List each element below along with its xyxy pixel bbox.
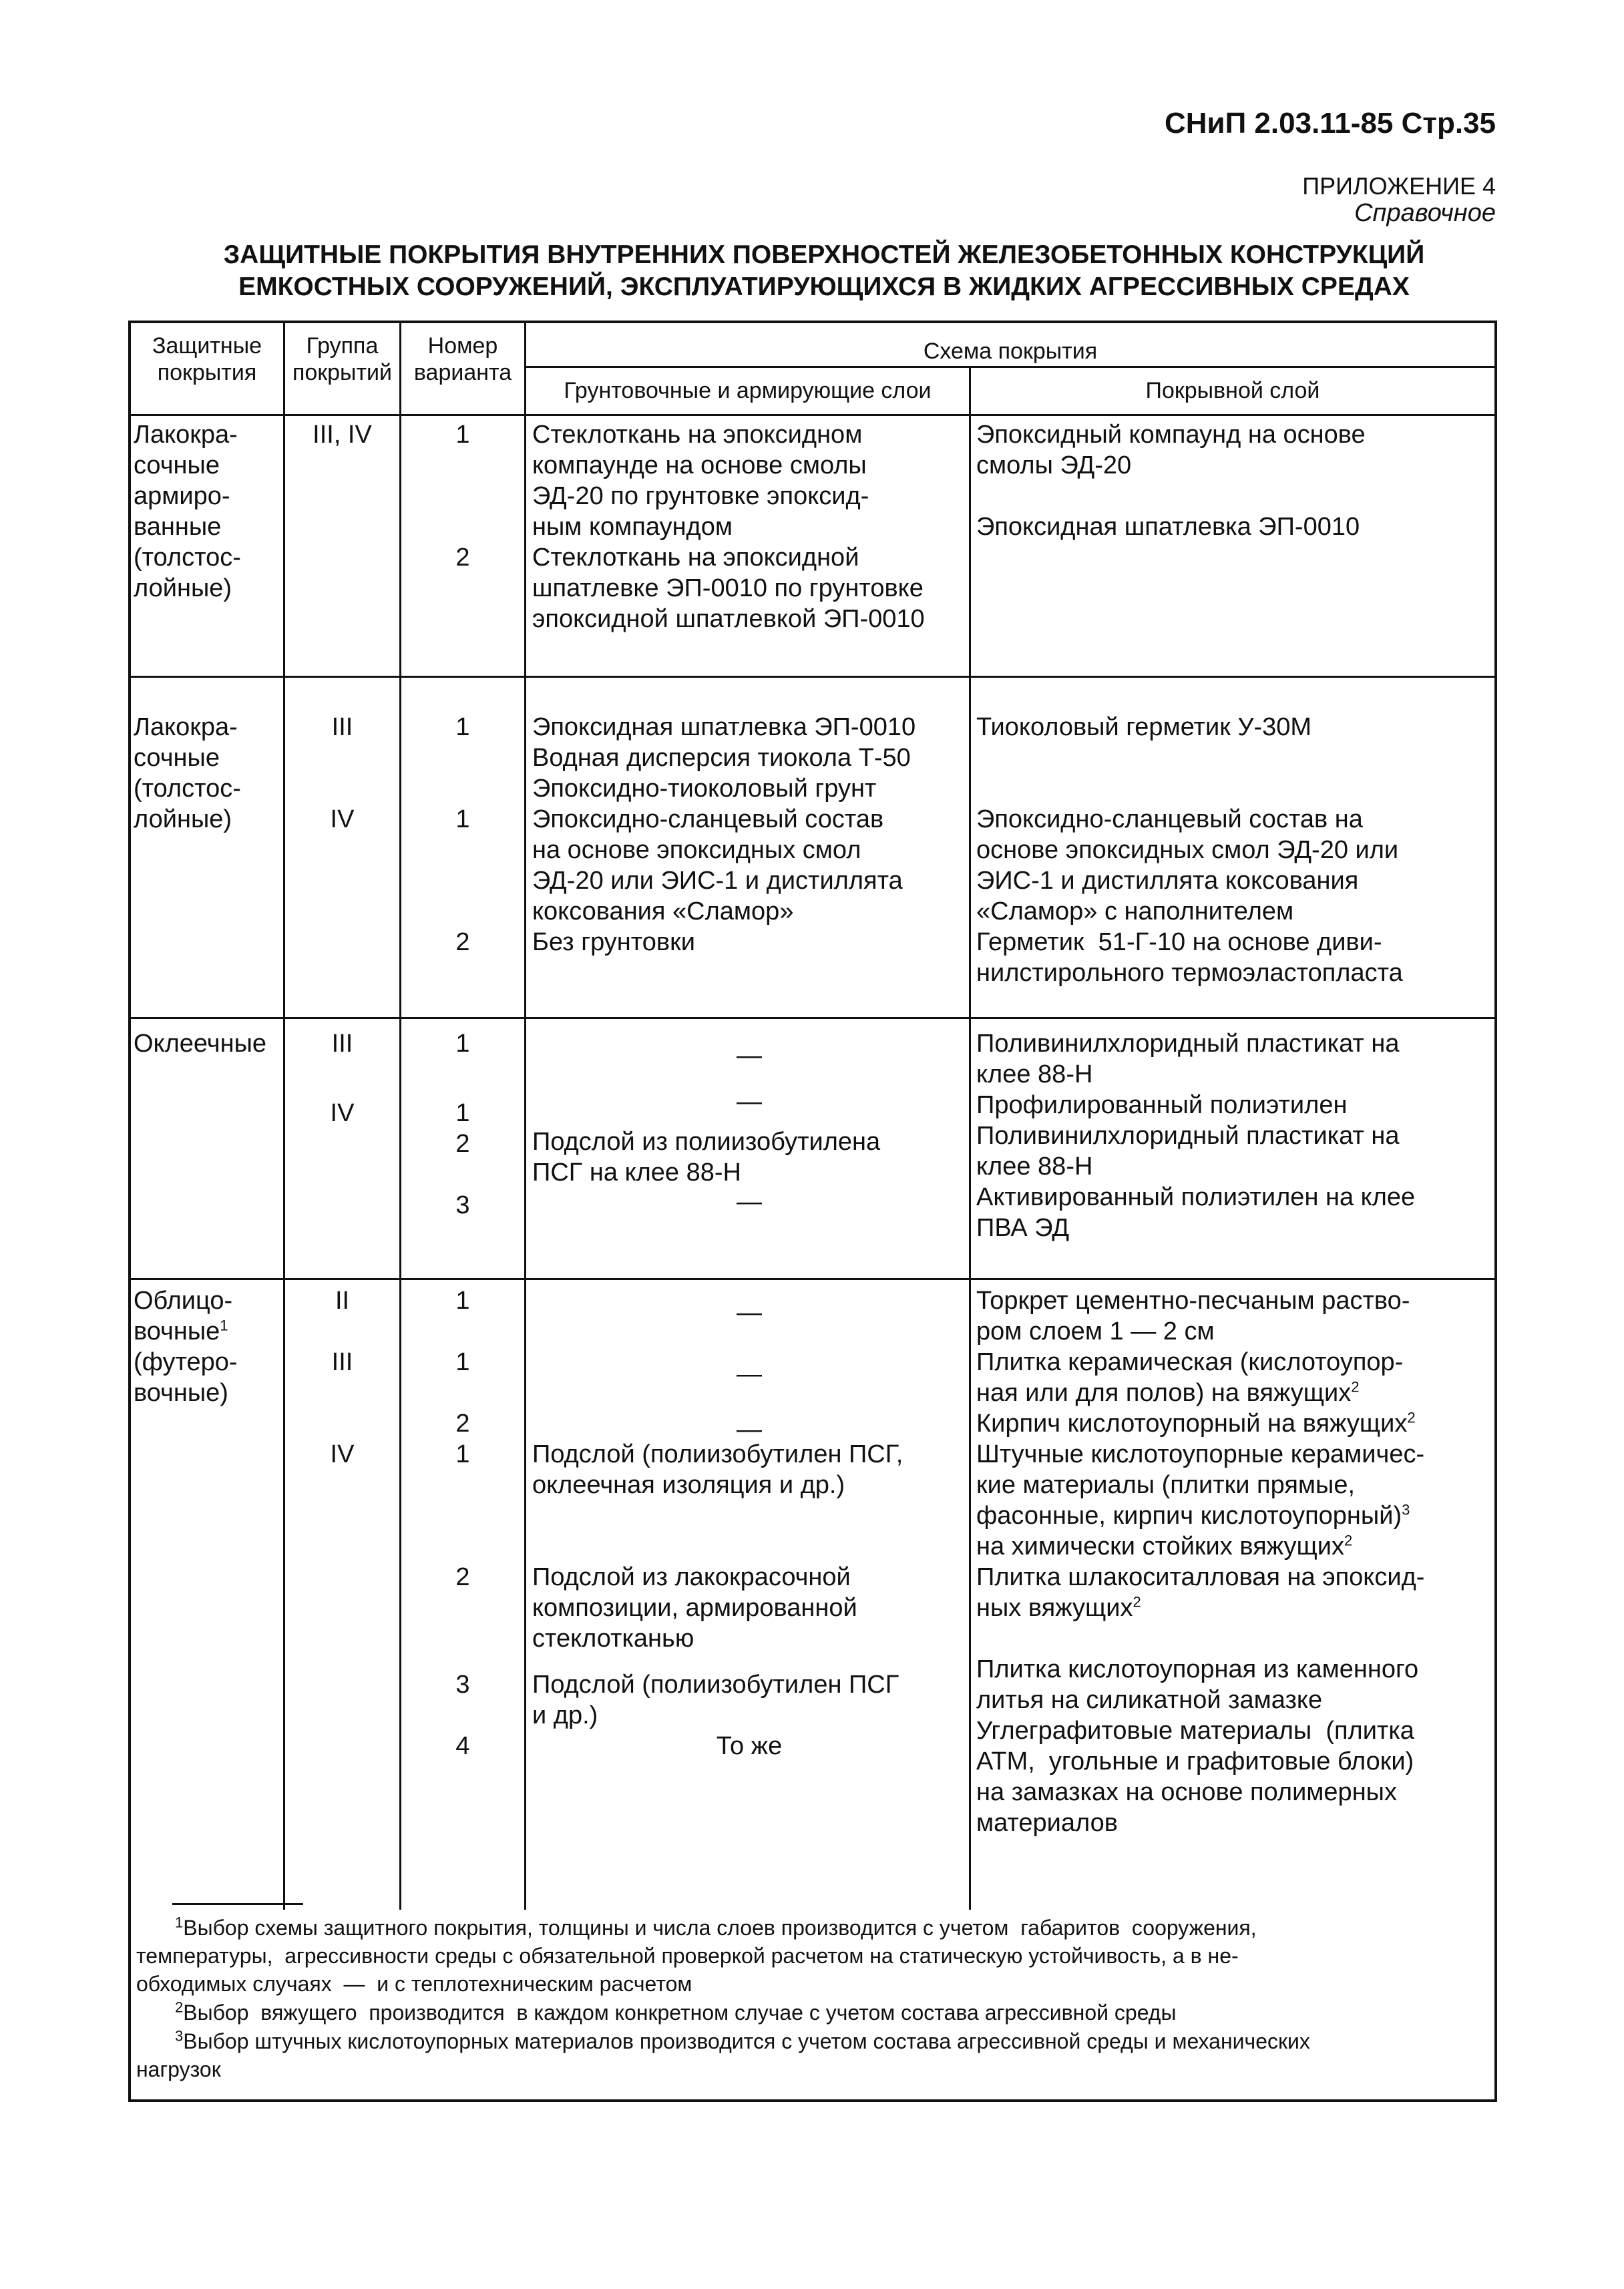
- footnote-text: Выбор вяжущего производится в каждом конкретном случае с учетом состава агрессивной среды: [183, 2001, 1177, 2025]
- cover-layer-line: материалов: [976, 1809, 1118, 1837]
- footnote-mark: 1: [220, 1317, 228, 1334]
- variant-number-cell: 2: [455, 928, 470, 956]
- variant-number-cell: 2: [455, 544, 470, 572]
- variant-number-cell: 2: [455, 1129, 470, 1158]
- footnote: [136, 1914, 1493, 1998]
- footnote-rule: [172, 1903, 303, 1905]
- primer-layers-cell: Подслой из лакокрасочной композиции, армированной стеклотканью: [532, 1563, 857, 1653]
- coating-group-cell: IV: [330, 805, 355, 833]
- primer-layers-cell: —: [737, 1088, 762, 1116]
- header-cover-layer: Покрывной слой: [1145, 378, 1320, 403]
- coating-type-cell: Лакокра- сочные (толстос- лойные): [134, 713, 241, 833]
- coating-type-cell: Оклеечные: [134, 1030, 267, 1058]
- coating-group-cell: III: [331, 1030, 353, 1058]
- coating-group-cell: IV: [330, 1098, 355, 1127]
- variant-number-cell: 1: [455, 805, 470, 833]
- cover-layer-cell: Поливинилхлоридный пластикат на клее 88-Н Профилированный полиэтилен Поливинилхлоридный пластикат на клее 88-Н Активированный полиэтилен на клее ПВА ЭД: [976, 1030, 1416, 1242]
- cover-layer-line: Штучные кислотоупорные керамичес-: [976, 1440, 1425, 1468]
- footnote: [136, 1999, 1493, 2027]
- footnote-mark: 3: [1402, 1501, 1410, 1518]
- cover-layer-line: ная или для полов) на вяжущих$^2$: [976, 1378, 1360, 1407]
- coating-group-cell: III: [331, 1348, 353, 1376]
- header-group: Группа покрытий: [292, 333, 393, 385]
- coating-type-cell: Лакокра- сочные армиро- ванные (толстос- лойные): [134, 421, 241, 602]
- coating-group-cell: II: [335, 1287, 350, 1315]
- footnote-number: 1: [175, 1914, 184, 1931]
- variant-number-cell: 3: [455, 1671, 470, 1699]
- primer-layers-cell: Подслой из полиизобутилена ПСГ на клее 88-Н: [532, 1128, 881, 1187]
- coating-group-cell: IV: [330, 1440, 355, 1468]
- primer-layers-cell: Подслой (полиизобутилен ПСГ и др.): [532, 1671, 899, 1729]
- section-rule: [128, 1017, 1497, 1019]
- cover-layer-line: Плитка кислотоупорная из каменного: [976, 1655, 1419, 1683]
- primer-layers-cell: —: [737, 1187, 762, 1216]
- annex-type: Справочное: [1354, 199, 1496, 227]
- document-reference: СНиП 2.03.11-85 Стр.35: [1164, 107, 1496, 140]
- cover-layer-line: Кирпич кислотоупорный на вяжущих$^2$: [976, 1409, 1416, 1438]
- cover-layer-cell: Эпоксидный компаунд на основе смолы ЭД-20 Эпоксидная шпатлевка ЭП-0010: [976, 421, 1366, 541]
- coating-group-cell: III, IV: [313, 421, 372, 449]
- cover-layer-line: Углеграфитовые материалы (плитка: [976, 1717, 1414, 1745]
- primer-layers-cell: Подслой (полиизобутилен ПСГ, оклеечная изоляция и др.): [532, 1440, 903, 1499]
- section-rule: [128, 676, 1497, 678]
- cover-layer-line: на замазках на основе полимерных: [976, 1778, 1397, 1806]
- primer-layers-cell: Эпоксидная шпатлевка ЭП-0010 Водная дисперсия тиокола Т-50 Эпоксидно-тиоколовый грунт Эпоксидно-сланцевый состав на основе эпоксидных смол ЭД-20 или ЭИС-1 и дистиллята коксования «Сламор» Без грунтовки: [532, 713, 916, 956]
- variant-number-cell: 4: [455, 1732, 470, 1760]
- primer-layers-cell: Стеклоткань на эпоксидном компаунде на основе смолы ЭД-20 по грунтовке эпоксид- ным компаундом Стеклоткань на эпоксидной шпатлевке ЭП-0010 по грунтовке эпоксидной шпатлевкой ЭП-0010: [532, 421, 925, 633]
- cover-layer-line: на химически стойких вяжущих$^2$: [976, 1532, 1353, 1560]
- variant-number-cell: 1: [455, 1287, 470, 1315]
- variant-number-cell: 2: [455, 1410, 470, 1438]
- variant-number-cell: 1: [455, 713, 470, 741]
- variant-number-cell: 1: [455, 421, 470, 449]
- column-rule: [969, 366, 971, 1910]
- header-coatings: Защитные покрытия: [152, 333, 262, 385]
- primer-layers-cell: —: [737, 1042, 762, 1070]
- footnote-mark: 2: [1407, 1409, 1416, 1426]
- primer-layers-cell: —: [737, 1360, 762, 1389]
- header-rule: [524, 366, 1497, 368]
- variant-number-cell: 1: [455, 1030, 470, 1058]
- variant-number-cell: 1: [455, 1098, 470, 1127]
- cover-layer-line: Торкрет цементно-песчаным раство-: [976, 1287, 1410, 1315]
- title-line: ЗАЩИТНЫЕ ПОКРЫТИЯ ВНУТРЕННИХ ПОВЕРХНОСТЕЙ ЖЕЛЕЗОБЕТОННЫХ КОНСТРУКЦИЙ: [223, 240, 1425, 269]
- header-variant: Номер варианта: [413, 333, 512, 385]
- footnote-mark: 2: [1133, 1593, 1141, 1611]
- cover-layer-line: Плитка шлакоситалловая на эпоксид-: [976, 1563, 1425, 1591]
- coating-type-cell: Облицо- вочные$^1$ (футеро- вочные): [134, 1287, 238, 1407]
- coating-group-cell: III: [331, 713, 353, 741]
- annex-label: ПРИЛОЖЕНИЕ 4: [1302, 172, 1496, 200]
- cover-layer-line: кие материалы (плитки прямые,: [976, 1471, 1356, 1499]
- footnote-number: 3: [175, 2027, 184, 2045]
- cover-layer-line: Плитка керамическая (кислотоупор-: [976, 1348, 1404, 1376]
- footnote-text: Выбор схемы защитного покрытия, толщины и числа слоев производится с учетом габаритов сооружения, температуры, агрессивности среды с обязательной проверкой расчетом на статическую устойчивость, а в не- обходимых случаях — и с теплотехническим расчетом: [136, 1916, 1257, 1996]
- primer-layers-cell: —: [737, 1299, 762, 1327]
- variant-number-cell: 2: [455, 1563, 470, 1591]
- cover-layer-cell: Тиоколовый герметик У-30М Эпоксидно-сланцевый состав на основе эпоксидных смол ЭД-20 или ЭИС-1 и дистиллята коксования «Сламор» с наполнителем Герметик 51-Г-10 на основе диви- нилстирольного термоэластопласта: [976, 713, 1403, 987]
- variant-number-cell: 3: [455, 1191, 470, 1219]
- header-scheme: Схема покрытия: [923, 339, 1098, 364]
- footnote-number: 2: [175, 1999, 184, 2016]
- variant-number-cell: 1: [455, 1440, 470, 1468]
- primer-layers-cell: —: [737, 1416, 762, 1444]
- header-primer-layers: Грунтовочные и армирующие слои: [564, 378, 932, 403]
- cover-layer-line: АТМ, угольные и графитовые блоки): [976, 1747, 1414, 1776]
- page-title: [152, 239, 1496, 303]
- cover-layer-line: ных вяжущих$^2$: [976, 1593, 1141, 1622]
- primer-layers-cell: То же: [716, 1732, 783, 1760]
- title-line: ЕМКОСТНЫХ СООРУЖЕНИЙ, ЭКСПЛУАТИРУЮЩИХСЯ В ЖИДКИХ АГРЕССИВНЫХ СРЕДАХ: [238, 272, 1410, 301]
- cover-layer-line: ром слоем 1 — 2 см: [976, 1317, 1215, 1345]
- footnote-mark: 2: [1344, 1532, 1353, 1549]
- variant-number-cell: 1: [455, 1348, 470, 1376]
- footnote-mark: 2: [1351, 1378, 1360, 1396]
- column-rule: [524, 321, 526, 1910]
- cover-layer-line: литья на силикатной замазке: [976, 1686, 1323, 1714]
- footnote-text: Выбор штучных кислотоупорных материалов производится с учетом состава агрессивной среды и механических нагрузок: [136, 2029, 1310, 2081]
- footnote: [136, 2027, 1493, 2083]
- cover-layer-line: фасонные, кирпич кислотоупорный)$^3$: [976, 1501, 1410, 1530]
- header-rule: [128, 414, 1497, 416]
- section-rule: [128, 1278, 1497, 1280]
